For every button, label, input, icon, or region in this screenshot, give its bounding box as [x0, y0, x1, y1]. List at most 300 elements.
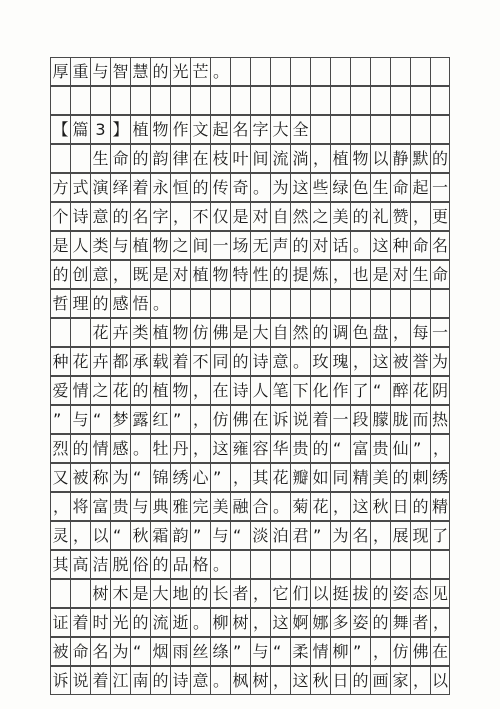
grid-cell: 这: [350, 492, 370, 521]
grid-cell: 化: [310, 376, 330, 405]
grid-cell: [70, 144, 90, 173]
grid-cell: 奇: [230, 173, 250, 202]
grid-cell: [170, 86, 190, 115]
grid-cell: 承: [130, 347, 150, 376]
grid-cell: 的: [370, 608, 390, 637]
grid-cell: 大: [250, 318, 270, 347]
grid-cell: ”: [410, 434, 430, 463]
grid-cell: 泊: [270, 521, 290, 550]
grid-cell: 都: [110, 347, 130, 376]
grid-cell: 同: [210, 347, 230, 376]
grid-cell: 是: [130, 579, 150, 608]
grid-cell: 。: [210, 666, 230, 695]
grid-cell: [230, 289, 250, 318]
grid-cell: 的: [150, 550, 170, 579]
grid-cell: [430, 115, 450, 144]
grid-cell: [270, 550, 290, 579]
grid-cell: 花: [70, 347, 90, 376]
grid-cell: 精: [430, 492, 450, 521]
grid-cell: 之: [90, 376, 110, 405]
grid-cell: 绿: [330, 173, 350, 202]
grid-cell: 逝: [170, 608, 190, 637]
grid-row: [50, 376, 450, 405]
grid-cell: 赞: [390, 202, 410, 231]
grid-cell: 格: [190, 550, 210, 579]
grid-cell: 理: [70, 289, 90, 318]
grid-cell: 一: [330, 405, 350, 434]
grid-cell: 佛: [410, 637, 430, 666]
grid-cell: 家: [390, 666, 410, 695]
grid-cell: 哲: [50, 289, 70, 318]
grid-cell: 不: [190, 347, 210, 376]
grid-cell: 的: [190, 579, 210, 608]
grid-cell: [230, 57, 250, 86]
grid-cell: 与: [130, 492, 150, 521]
grid-cell: 调: [330, 318, 350, 347]
grid-cell: 君: [290, 521, 310, 550]
grid-cell: 物: [170, 318, 190, 347]
grid-cell: 诗: [230, 376, 250, 405]
grid-cell: 的: [150, 57, 170, 86]
grid-cell: 情: [70, 376, 90, 405]
grid-cell: 丹: [170, 434, 190, 463]
grid-cell: 名: [130, 202, 150, 231]
grid-cell: ，: [190, 405, 210, 434]
grid-cell: 这: [370, 347, 390, 376]
grid-cell: 对: [390, 260, 410, 289]
grid-cell: 】: [110, 115, 130, 144]
grid-cell: 的: [370, 579, 390, 608]
grid-cell: [390, 57, 410, 86]
grid-cell: [70, 318, 90, 347]
grid-cell: 是: [370, 260, 390, 289]
grid-cell: 拔: [350, 579, 370, 608]
grid-cell: 生: [90, 144, 110, 173]
grid-cell: 多: [330, 608, 350, 637]
grid-cell: 柳: [330, 637, 350, 666]
grid-cell: 者: [230, 579, 250, 608]
grid-cell: 一: [430, 318, 450, 347]
grid-cell: 的: [270, 260, 290, 289]
grid-cell: 悟: [130, 289, 150, 318]
grid-cell: 阴: [430, 376, 450, 405]
grid-cell: [50, 144, 70, 173]
grid-cell: 载: [150, 347, 170, 376]
grid-cell: 无: [250, 231, 270, 260]
grid-cell: [70, 579, 90, 608]
grid-cell: [310, 57, 330, 86]
grid-cell: 提: [290, 260, 310, 289]
grid-cell: 式: [70, 173, 90, 202]
grid-cell: ，: [270, 666, 290, 695]
grid-cell: ”: [50, 405, 70, 434]
grid-cell: [290, 57, 310, 86]
grid-cell: 江: [110, 666, 130, 695]
grid-cell: 默: [410, 144, 430, 173]
grid-cell: 时: [90, 608, 110, 637]
grid-cell: 雨: [170, 637, 190, 666]
grid-cell: 类: [130, 318, 150, 347]
grid-cell: 为: [430, 347, 450, 376]
grid-cell: 树: [250, 666, 270, 695]
grid-cell: 刺: [410, 463, 430, 492]
grid-cell: [250, 550, 270, 579]
grid-cell: 画: [370, 666, 390, 695]
grid-cell: [370, 289, 390, 318]
grid-cell: 淌: [290, 144, 310, 173]
grid-cell: 的: [310, 434, 330, 463]
grid-cell: 的: [70, 434, 90, 463]
grid-cell: 每: [410, 318, 430, 347]
grid-row: [50, 115, 450, 144]
grid-cell: [330, 289, 350, 318]
grid-cell: 文: [190, 115, 210, 144]
grid-row: [50, 434, 450, 463]
grid-cell: [390, 86, 410, 115]
grid-cell: 在: [210, 376, 230, 405]
grid-cell: 精: [350, 463, 370, 492]
grid-cell: 的: [310, 318, 330, 347]
grid-cell: 着: [130, 173, 150, 202]
grid-cell: 。: [150, 289, 170, 318]
grid-row: [50, 550, 450, 579]
grid-cell: 的: [430, 144, 450, 173]
grid-cell: [150, 86, 170, 115]
grid-cell: 。: [130, 434, 150, 463]
grid-cell: 树: [90, 579, 110, 608]
grid-cell: 卉: [90, 347, 110, 376]
grid-cell: 高: [70, 550, 90, 579]
grid-cell: 品: [170, 550, 190, 579]
grid-cell: 既: [130, 260, 150, 289]
grid-cell: 佛: [230, 405, 250, 434]
grid-cell: 物: [150, 115, 170, 144]
grid-cell: 绣: [170, 463, 190, 492]
grid-cell: [290, 86, 310, 115]
grid-cell: 在: [250, 405, 270, 434]
grid-cell: 绣: [430, 463, 450, 492]
grid-cell: 富: [90, 492, 110, 521]
grid-cell: 。: [210, 550, 230, 579]
grid-cell: 字: [250, 115, 270, 144]
grid-cell: 诉: [270, 405, 290, 434]
grid-cell: “: [90, 405, 110, 434]
grid-cell: 芒: [190, 57, 210, 86]
grid-cell: 是: [150, 260, 170, 289]
grid-cell: [290, 550, 310, 579]
grid-cell: 花: [110, 376, 130, 405]
grid-cell: 称: [90, 463, 110, 492]
grid-cell: 的: [350, 202, 370, 231]
grid-cell: 然: [290, 202, 310, 231]
grid-cell: 生: [410, 260, 430, 289]
grid-cell: 姿: [390, 579, 410, 608]
grid-row: [50, 231, 450, 260]
grid-cell: 它: [270, 579, 290, 608]
grid-cell: 心: [190, 463, 210, 492]
grid-cell: “: [130, 637, 150, 666]
grid-cell: 与: [90, 57, 110, 86]
grid-row: [50, 57, 450, 86]
grid-cell: 与: [110, 231, 130, 260]
grid-cell: 话: [330, 231, 350, 260]
grid-cell: ，: [370, 637, 390, 666]
grid-cell: 又: [50, 463, 70, 492]
grid-cell: 红: [150, 405, 170, 434]
grid-cell: ，: [410, 666, 430, 695]
grid-cell: 富: [350, 434, 370, 463]
grid-cell: 一: [210, 231, 230, 260]
grid-cell: 将: [70, 492, 90, 521]
grid-cell: 全: [290, 115, 310, 144]
grid-cell: 命: [390, 173, 410, 202]
grid-cell: 在: [430, 637, 450, 666]
grid-cell: 花: [90, 318, 110, 347]
grid-cell: [110, 86, 130, 115]
grid-cell: 流: [150, 608, 170, 637]
grid-cell: [350, 57, 370, 86]
grid-cell: ，: [250, 608, 270, 637]
grid-cell: [270, 57, 290, 86]
grid-cell: [290, 289, 310, 318]
grid-cell: ，: [190, 376, 210, 405]
grid-row: [50, 637, 450, 666]
grid-cell: 枫: [230, 666, 250, 695]
grid-cell: 炼: [310, 260, 330, 289]
grid-cell: 者: [410, 608, 430, 637]
grid-cell: 被: [50, 637, 70, 666]
grid-cell: 仅: [210, 202, 230, 231]
grid-cell: 仙: [390, 434, 410, 463]
grid-cell: 朦: [370, 405, 390, 434]
grid-cell: [70, 86, 90, 115]
grid-cell: [370, 57, 390, 86]
grid-cell: 热: [430, 405, 450, 434]
grid-cell: 醉: [390, 376, 410, 405]
grid-cell: [130, 86, 150, 115]
grid-cell: 日: [390, 492, 410, 521]
grid-cell: 传: [210, 173, 230, 202]
grid-cell: 光: [170, 57, 190, 86]
grid-cell: ，: [330, 260, 350, 289]
grid-cell: [410, 550, 430, 579]
grid-cell: 。: [210, 57, 230, 86]
grid-cell: 篇: [70, 115, 90, 144]
grid-cell: ”: [350, 637, 370, 666]
grid-cell: 展: [390, 521, 410, 550]
grid-cell: [430, 86, 450, 115]
grid-cell: 不: [190, 202, 210, 231]
grid-cell: “: [130, 463, 150, 492]
grid-cell: 为: [110, 463, 130, 492]
grid-cell: [310, 289, 330, 318]
grid-cell: 感: [110, 289, 130, 318]
grid-cell: ，: [250, 579, 270, 608]
grid-cell: [210, 86, 230, 115]
grid-cell: 而: [410, 405, 430, 434]
grid-cell: 。: [270, 492, 290, 521]
grid-cell: [350, 550, 370, 579]
grid-cell: 之: [170, 231, 190, 260]
grid-cell: 的: [350, 666, 370, 695]
grid-cell: 些: [310, 173, 330, 202]
grid-cell: 柳: [210, 608, 230, 637]
grid-cell: 卉: [110, 318, 130, 347]
grid-cell: 。: [350, 231, 370, 260]
grid-cell: ，: [330, 492, 350, 521]
grid-cell: [190, 289, 210, 318]
grid-cell: 诉: [50, 666, 70, 695]
grid-cell: 见: [430, 579, 450, 608]
grid-cell: 舞: [390, 608, 410, 637]
grid-cell: 与: [250, 637, 270, 666]
grid-cell: 态: [410, 579, 430, 608]
grid-cell: 段: [350, 405, 370, 434]
grid-cell: 现: [410, 521, 430, 550]
grid-cell: 的: [410, 492, 430, 521]
grid-cell: 律: [170, 144, 190, 173]
grid-cell: 类: [90, 231, 110, 260]
grid-cell: 间: [190, 231, 210, 260]
grid-cell: 自: [270, 202, 290, 231]
grid-cell: 一: [430, 173, 450, 202]
grid-cell: 挺: [330, 579, 350, 608]
grid-cell: 这: [370, 231, 390, 260]
grid-cell: 的: [230, 347, 250, 376]
grid-cell: ，: [370, 521, 390, 550]
grid-cell: 的: [110, 202, 130, 231]
grid-cell: [310, 550, 330, 579]
grid-cell: 是: [230, 318, 250, 347]
grid-cell: 意: [90, 260, 110, 289]
grid-cell: 以: [370, 144, 390, 173]
grid-cell: 个: [50, 202, 70, 231]
grid-cell: ”: [310, 521, 330, 550]
grid-row: [50, 579, 450, 608]
grid-cell: 的: [50, 260, 70, 289]
grid-cell: 其: [50, 550, 70, 579]
grid-cell: 的: [390, 463, 410, 492]
grid-cell: 露: [130, 405, 150, 434]
grid-cell: 物: [210, 260, 230, 289]
grid-cell: 木: [110, 579, 130, 608]
grid-cell: 【: [50, 115, 70, 144]
grid-cell: [250, 289, 270, 318]
grid-cell: 雍: [230, 434, 250, 463]
grid-cell: 自: [270, 318, 290, 347]
grid-cell: [270, 86, 290, 115]
grid-cell: [310, 86, 330, 115]
grid-cell: 枝: [210, 144, 230, 173]
grid-cell: 意: [90, 202, 110, 231]
grid-cell: 菊: [290, 492, 310, 521]
grid-cell: 下: [290, 376, 310, 405]
grid-cell: 洁: [90, 550, 110, 579]
grid-cell: 意: [270, 347, 290, 376]
grid-cell: 植: [130, 115, 150, 144]
grid-cell: 的: [130, 608, 150, 637]
grid-row: [50, 405, 450, 434]
grid-cell: 脱: [110, 550, 130, 579]
grid-cell: 仿: [190, 318, 210, 347]
grid-cell: 特: [230, 260, 250, 289]
grid-cell: 韵: [170, 521, 190, 550]
grid-cell: 创: [70, 260, 90, 289]
grid-cell: [430, 289, 450, 318]
grid-cell: 花: [270, 463, 290, 492]
grid-cell: 为: [330, 521, 350, 550]
grid-cell: [430, 57, 450, 86]
grid-cell: 物: [170, 376, 190, 405]
grid-cell: 命: [70, 637, 90, 666]
grid-cell: ，: [190, 434, 210, 463]
grid-cell: 诗: [70, 202, 90, 231]
grid-cell: ，: [350, 347, 370, 376]
grid-cell: 证: [50, 608, 70, 637]
grid-cell: 绎: [110, 173, 130, 202]
grid-cell: 演: [90, 173, 110, 202]
grid-cell: 的: [130, 376, 150, 405]
grid-cell: 日: [330, 666, 350, 695]
grid-cell: 雅: [170, 492, 190, 521]
grid-cell: 性: [250, 260, 270, 289]
grid-cell: 如: [310, 463, 330, 492]
grid-cell: 瓣: [290, 463, 310, 492]
grid-cell: 的: [190, 173, 210, 202]
grid-cell: 是: [50, 231, 70, 260]
grid-cell: 对: [250, 202, 270, 231]
grid-cell: 生: [370, 173, 390, 202]
grid-cell: [230, 86, 250, 115]
grid-cell: 种: [50, 347, 70, 376]
grid-cell: 。: [190, 608, 210, 637]
grid-cell: [410, 57, 430, 86]
grid-cell: 起: [410, 173, 430, 202]
grid-cell: 也: [350, 260, 370, 289]
grid-cell: 霜: [150, 521, 170, 550]
grid-cell: 作: [170, 115, 190, 144]
grid-cell: 誉: [410, 347, 430, 376]
grid-cell: 俗: [130, 550, 150, 579]
grid-cell: 秋: [370, 492, 390, 521]
grid-cell: 佛: [210, 318, 230, 347]
grid-cell: 盘: [370, 318, 390, 347]
grid-cell: [410, 289, 430, 318]
grid-cell: 植: [330, 144, 350, 173]
grid-row: [50, 318, 450, 347]
grid-cell: 地: [170, 579, 190, 608]
grid-cell: 为: [110, 637, 130, 666]
grid-cell: [390, 550, 410, 579]
grid-cell: 牡: [150, 434, 170, 463]
grid-cell: 这: [290, 173, 310, 202]
grid-cell: ”: [170, 405, 190, 434]
grid-cell: “: [330, 434, 350, 463]
grid-cell: 名: [350, 521, 370, 550]
grid-cell: 柔: [290, 637, 310, 666]
grid-row: [50, 492, 450, 521]
grid-cell: [310, 115, 330, 144]
grid-cell: 光: [110, 608, 130, 637]
grid-cell: 恒: [170, 173, 190, 202]
grid-cell: 容: [250, 434, 270, 463]
grid-row: [50, 86, 450, 115]
grid-cell: [50, 318, 70, 347]
grid-cell: 色: [350, 318, 370, 347]
grid-cell: 与: [210, 521, 230, 550]
grid-cell: ”: [210, 463, 230, 492]
grid-cell: 起: [210, 115, 230, 144]
